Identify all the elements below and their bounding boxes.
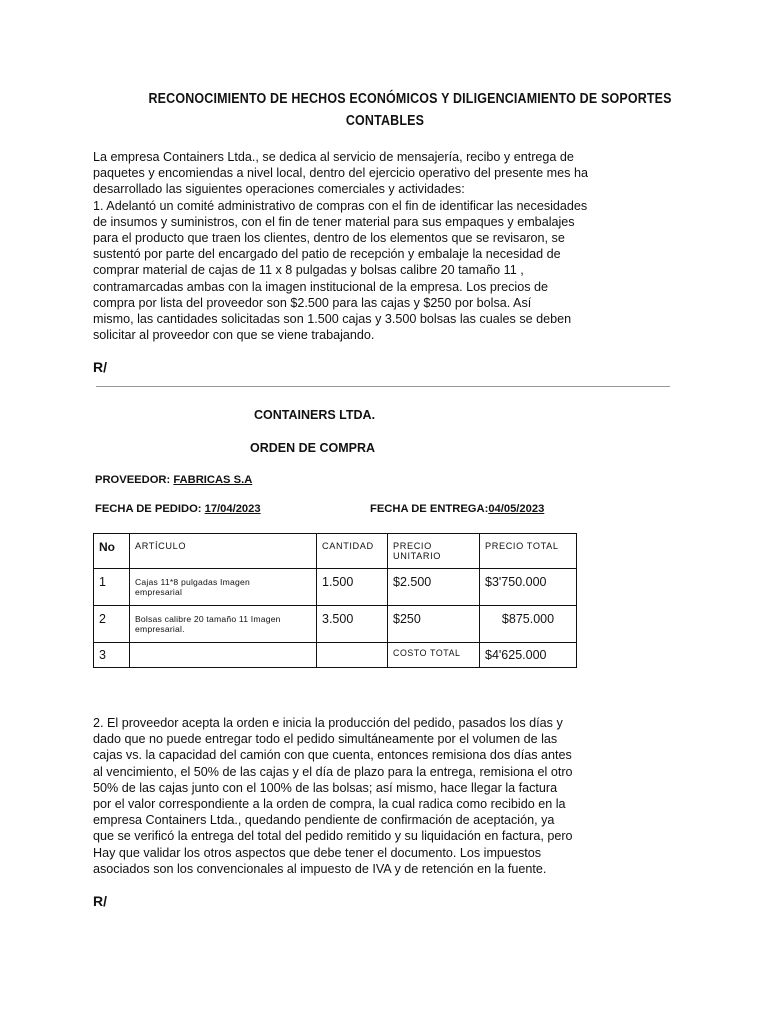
text-line: desarrollado las siguientes operaciones comerciales y actividades:: [93, 182, 465, 197]
text-line: por el valor correspondiente a la orden de compra, la cual radica como recibido en la: [93, 797, 566, 812]
total-cost-label: COSTO TOTAL: [388, 643, 480, 668]
article-line: Cajas 11*8 pulgadas Imagen: [135, 577, 250, 587]
table-row: [94, 569, 577, 606]
provider-label: PROVEEDOR:: [95, 474, 174, 486]
text-line: contramarcadas ambas con la imagen institucional de la empresa. Los precios de: [93, 279, 549, 294]
text-line: Hay que validar los otros aspectos que debe tener el documento. Los impuestos: [93, 845, 542, 860]
cell-no: 2: [94, 606, 130, 643]
cell-total: $875.000: [480, 606, 577, 643]
cell-article: [130, 606, 317, 643]
purchase-order-table: [93, 533, 577, 668]
total-cost-value: $4'625.000: [480, 643, 577, 668]
order-date-field: [95, 503, 261, 515]
cell-unit-price: $2.500: [388, 569, 480, 606]
cell-quantity: 1.500: [317, 569, 388, 606]
header-unit-price-line: PRECIO: [393, 541, 432, 551]
table-header-row: [94, 534, 577, 569]
order-title: ORDEN DE COMPRA: [250, 441, 376, 455]
text-line: mismo, las cantidades solicitadas son 1.500 cajas y 3.500 bolsas las cuales se deben: [93, 312, 572, 327]
delivery-date-label: FECHA DE ENTREGA:: [370, 503, 489, 515]
title-line: RECONOCIMIENTO DE HECHOS ECONÓMICOS Y DILIGENCIAMIENTO DE SOPORTES: [148, 91, 672, 107]
delivery-date-value: 04/05/2023: [488, 503, 545, 515]
answer-mark: R/: [93, 359, 107, 375]
order-date-label: FECHA DE PEDIDO:: [95, 503, 205, 515]
text-line: La empresa Containers Ltda., se dedica al servicio de mensajería, recibo y entrega de: [93, 150, 574, 164]
text-line: solicitar al proveedor con que se viene trabajando.: [93, 328, 375, 343]
provider-value: FABRICAS S.A: [173, 474, 253, 486]
cell-quantity-empty: [317, 643, 388, 668]
table-row: [94, 606, 577, 643]
article-line: Bolsas calibre 20 tamaño 11 Imagen: [135, 614, 281, 624]
text-line: al vencimiento, el 50% de las cajas y el día de plazo para la entrega, remisiona el otro: [93, 764, 573, 779]
text-line: de insumos y suministros, con el fin de tener material para sus empaques y embalajes: [93, 214, 575, 229]
header-no: No: [94, 534, 130, 569]
cell-total: $3'750.000: [480, 569, 577, 606]
text-line: empresa Containers Ltda., quedando pendiente de confirmación de aceptación, ya: [93, 813, 555, 828]
header-article: ARTÍCULO: [130, 534, 317, 569]
text-line: cajas vs. la capacidad del camión con que cuenta, entonces remisiona dos días antes: [93, 748, 572, 763]
text-line: para el producto que traen los clientes, dentro de los elementos que se revisaron, se: [93, 231, 565, 246]
intro-paragraph: [93, 149, 613, 343]
cell-article: [130, 569, 317, 606]
order-date-value: 17/04/2023: [204, 503, 261, 515]
header-unit-price-line: UNITARIO: [393, 551, 442, 561]
title-line: CONTABLES: [345, 113, 425, 129]
text-line: 1. Adelantó un comité administrativo de compras con el fin de identificar las necesidades: [93, 198, 588, 213]
cell-quantity: 3.500: [317, 606, 388, 643]
text-line: que se verificó la entrega del total del pedido remitido y su liquidación en factura, pero: [93, 829, 573, 844]
table-summary-row: [94, 643, 577, 668]
cell-no: 3: [94, 643, 130, 668]
document-title: [148, 88, 672, 132]
text-line: dado que no puede entregar todo el pedido simultáneamente por el volumen de las: [93, 732, 558, 747]
text-line: paquetes y encomiendas a nivel local, dentro del ejercicio operativo del presente mes ha: [93, 166, 588, 181]
text-line: 2. El proveedor acepta la orden e inicia la producción del pedido, pasados los días y: [93, 716, 563, 730]
text-line: sustentó por parte del encargado del patio de recepción y embalaje la necesidad de: [93, 247, 561, 262]
cell-unit-price: $250: [388, 606, 480, 643]
article-line: empresarial.: [135, 624, 185, 634]
company-name: CONTAINERS LTDA.: [254, 408, 376, 422]
divider-line: [96, 386, 670, 387]
provider-field: [95, 474, 252, 486]
header-unit-price: [388, 534, 480, 569]
text-line: 50% de las cajas junto con el 100% de las bolsas; así mismo, hace llegar la factura: [93, 780, 558, 795]
article-line: empresarial: [135, 587, 183, 597]
answer-mark: R/: [93, 893, 107, 909]
cell-no: 1: [94, 569, 130, 606]
second-paragraph: [93, 715, 613, 877]
cell-article-empty: [130, 643, 317, 668]
header-total-price: PRECIO TOTAL: [480, 534, 577, 569]
text-line: asociados son los convencionales al impuesto de IVA y de retención en la fuente.: [93, 861, 547, 876]
text-line: compra por lista del proveedor son $2.500 para las cajas y $250 por bolsa. Así: [93, 295, 532, 310]
delivery-date-field: [370, 503, 544, 515]
text-line: comprar material de cajas de 11 x 8 pulgadas y bolsas calibre 20 tamaño 11 ,: [93, 263, 524, 278]
header-quantity: CANTIDAD: [317, 534, 388, 569]
